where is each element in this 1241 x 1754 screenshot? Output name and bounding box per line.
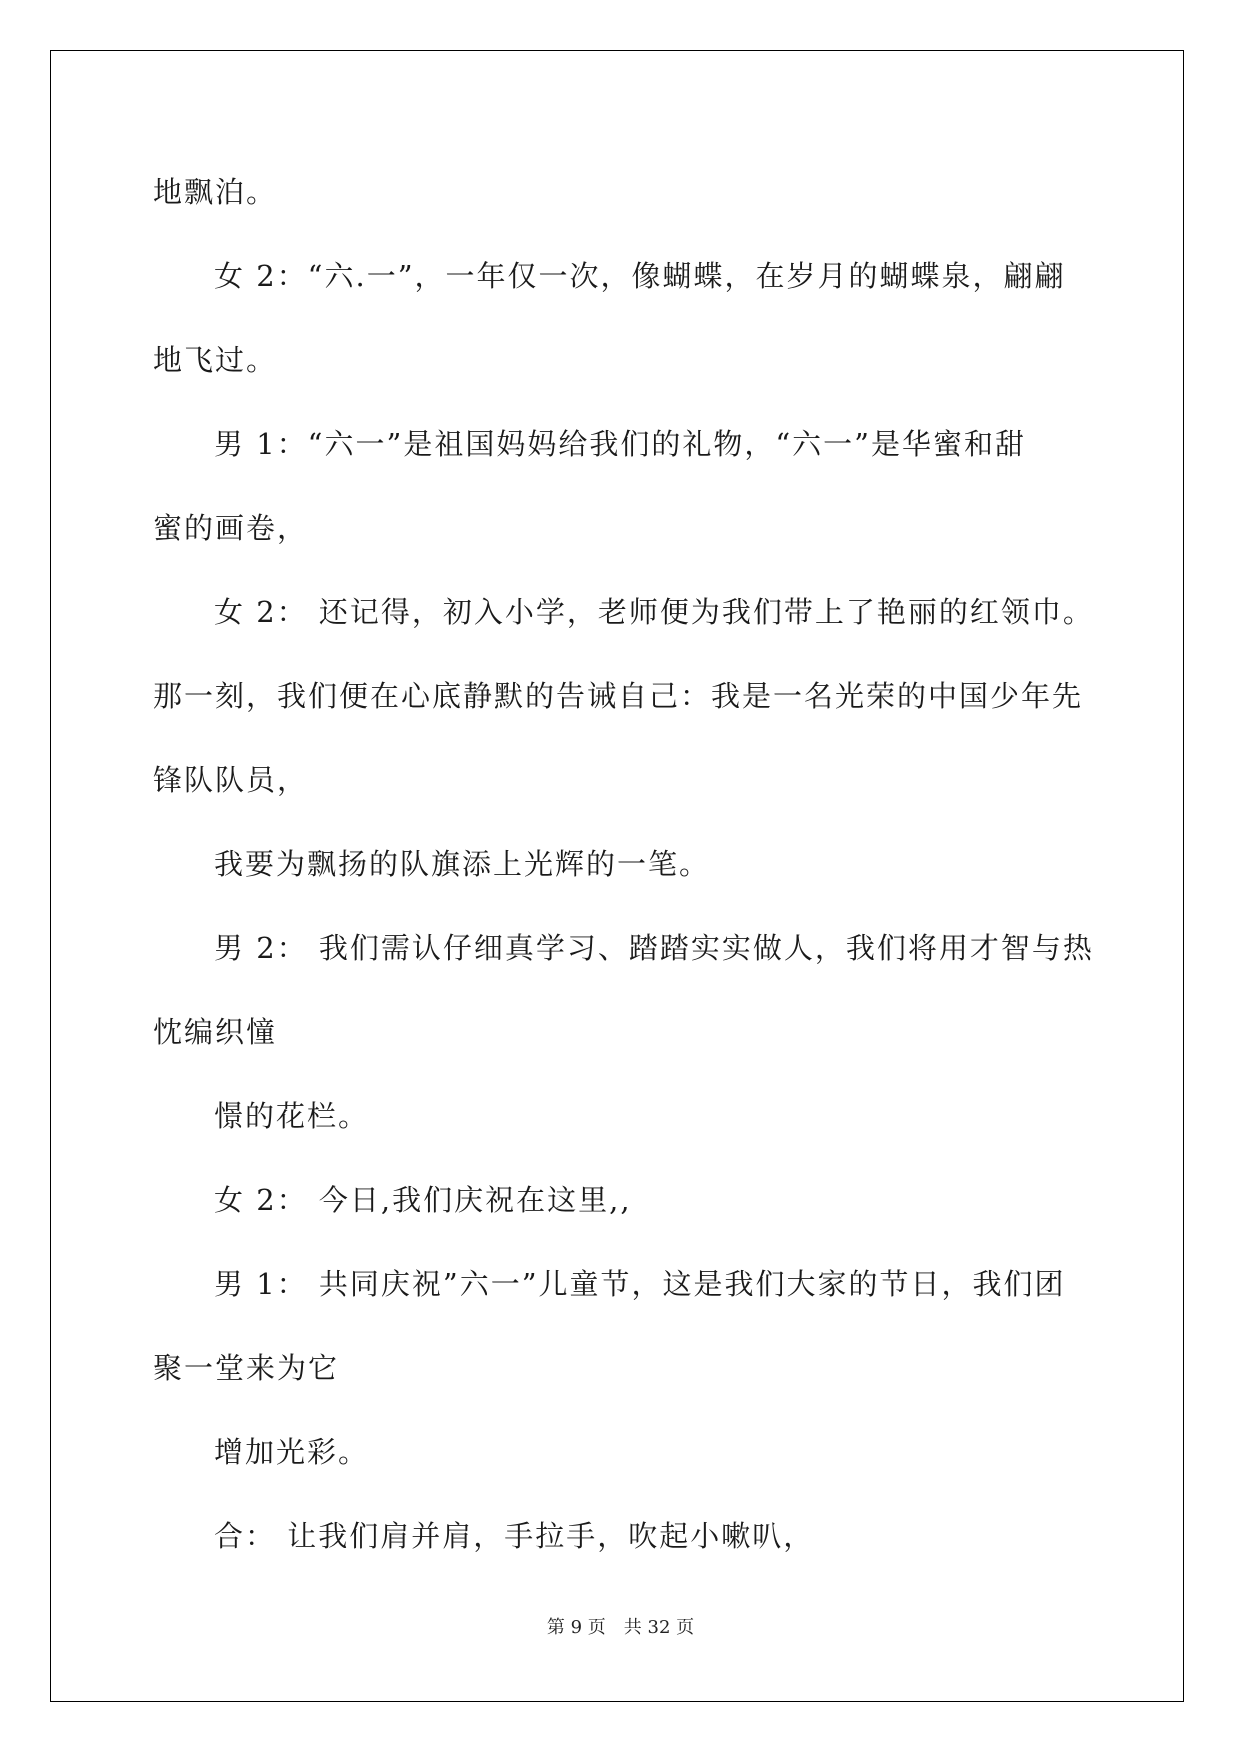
text-line: 增加光彩。 bbox=[214, 1435, 370, 1469]
text-line: 地飞过。 bbox=[153, 343, 278, 377]
text-line: 憬的花栏。 bbox=[214, 1099, 370, 1133]
text-line: 女 2： 今日,我们庆祝在这里,, bbox=[214, 1183, 632, 1217]
text-line: 女 2： 还记得，初入小学，老师便为我们带上了艳丽的红领巾。 bbox=[214, 595, 1094, 629]
text-line: 男 1： 共同庆祝”六一”儿童节，这是我们大家的节日，我们团 bbox=[214, 1267, 1066, 1301]
page-number-footer: 第 9 页 共 32 页 bbox=[546, 1617, 695, 1638]
text-line: 那一刻，我们便在心底静默的告诫自己：我是一名光荣的中国少年先 bbox=[153, 679, 1084, 713]
text-line: 男 2： 我们需认仔细真学习、踏踏实实做人，我们将用才智与热 bbox=[214, 931, 1094, 965]
text-line: 男 1：“六一”是祖国妈妈给我们的礼物，“六一”是华蜜和甜 bbox=[214, 427, 1026, 461]
text-line: 蜜的画卷， bbox=[153, 511, 309, 545]
text-line: 合： 让我们肩并肩，手拉手，吹起小嗽叭， bbox=[214, 1519, 815, 1553]
text-line: 聚一堂来为它 bbox=[153, 1351, 340, 1385]
text-line: 我要为飘扬的队旗添上光辉的一笔。 bbox=[214, 847, 711, 881]
text-line: 忱编织憧 bbox=[153, 1015, 278, 1049]
text-line: 女 2：“六.一”，一年仅一次，像蝴蝶，在岁月的蝴蝶泉，翩翩 bbox=[214, 259, 1066, 293]
text-line: 锋队队员， bbox=[153, 763, 309, 797]
text-line: 地飘泊。 bbox=[153, 175, 278, 209]
